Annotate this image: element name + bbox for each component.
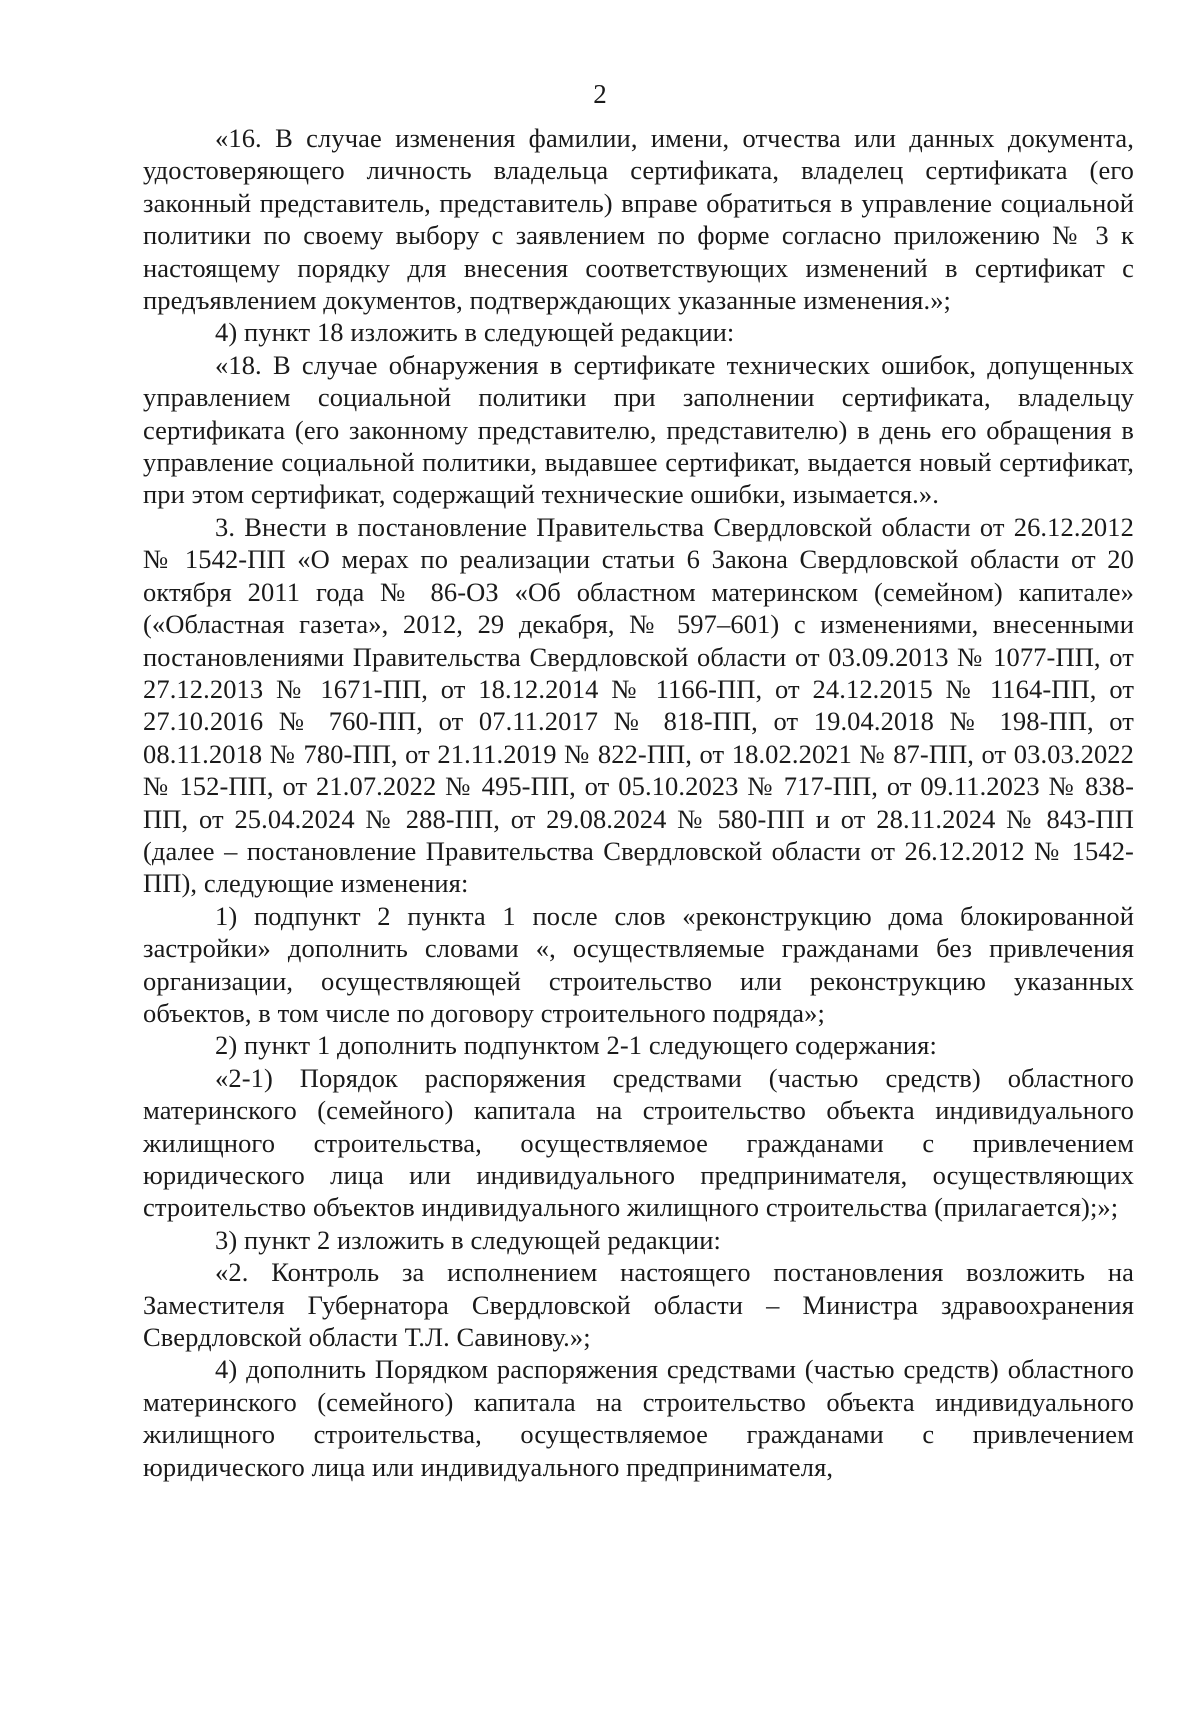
paragraph-item-16: «16. В случае изменения фамилии, имени, отчества или данных документа, удостоверяющего личность владельца сертификата, владелец сертификата (его законный представитель, представитель) вправе обратиться в управление социальной политики по своему выбору с заявлением по форме согласно приложению № 3 к настоящему порядку для внесения соответствующих изменений в сертификат с предъявлением документов, подтверждающих указанные изменения.»; (143, 123, 1134, 316)
paragraph-section-3: 3. Внести в постановление Правительства Свердловской области от 26.12.2012 № 1542-ПП «О мерах по реализации статьи 6 Закона Свердловской области от 20 октября 2011 года № 86-ОЗ «Об областном материнском (семейном) капитале» («Областная газета», 2012, 29 декабря, № 597–601) с изменениями, внесенными постановлениями Правительства Свердловской области от 03.09.2013 № 1077-ПП, от 27.12.2013 № 1671-ПП, от 18.12.2014 № 1166-ПП, от 24.12.2015 № 1164-ПП, от 27.10.2016 № 760-ПП, от 07.11.2017 № 818-ПП, от 19.04.2018 № 198-ПП, от 08.11.2018 № 780-ПП, от 21.11.2019 № 822-ПП, от 18.02.2021 № 87-ПП, от 03.03.2022 № 152-ПП, от 21.07.2022 № 495-ПП, от 05.10.2023 № 717-ПП, от 09.11.2023 № 838-ПП, от 25.04.2024 № 288-ПП, от 29.08.2024 № 580-ПП и от 28.11.2024 № 843-ПП (далее – постановление Правительства Свердловской области от 26.12.2012 № 1542-ПП), следующие изменения: (143, 511, 1134, 899)
paragraph-item-2-1: «2-1) Порядок распоряжения средствами (частью средств) областного материнского (семейного) капитала на строительство объекта индивидуального жилищного строительства, осуществляемое гражданами с привлечением юридического лица или индивидуального предпринимателя, осуществляющих строительство объектов индивидуального жилищного строительства (прилагается);»; (143, 1062, 1134, 1223)
paragraph-subitem-4-point-18: 4) пункт 18 изложить в следующей редакции: (215, 317, 735, 348)
page-number: 2 (593, 79, 607, 109)
paragraph-item-18: «18. В случае обнаружения в сертификате технических ошибок, допущенных управлением социальной политики при заполнении сертификата, владельцу сертификата (его законному представителю, представителю) в день его обращения в управление социальной политики, выдавшее сертификат, выдается новый сертификат, при этом сертификат, содержащий технические ошибки, изымается.». (143, 349, 1134, 510)
document-body (143, 122, 1134, 1483)
paragraph-item-2-control: «2. Контроль за исполнением настоящего постановления возложить на Заместителя Губернатора Свердловской области – Министра здравоохранения Свердловской области Т.Л. Савинову.»; (143, 1257, 1134, 1353)
paragraph-subitem-1: 1) подпункт 2 пункта 1 после слов «реконструкцию дома блокированной застройки» дополнить словами «, осуществляемые гражданами без привлечения организации, осуществляющей строительство или реконструкцию указанных объектов, в том числе по договору строительного подряда»; (143, 900, 1134, 1028)
paragraph-subitem-3: 3) пункт 2 изложить в следующей редакции: (215, 1224, 721, 1255)
paragraph-subitem-4-addition: 4) дополнить Порядком распоряжения средствами (частью средств) областного материнского (семейного) капитала на строительство объекта индивидуального жилищного строительства, осуществляемое гражданами с привлечением юридического лица или индивидуального предпринимателя, (143, 1354, 1134, 1482)
paragraph-subitem-2: 2) пункт 1 дополнить подпунктом 2-1 следующего содержания: (215, 1030, 937, 1061)
